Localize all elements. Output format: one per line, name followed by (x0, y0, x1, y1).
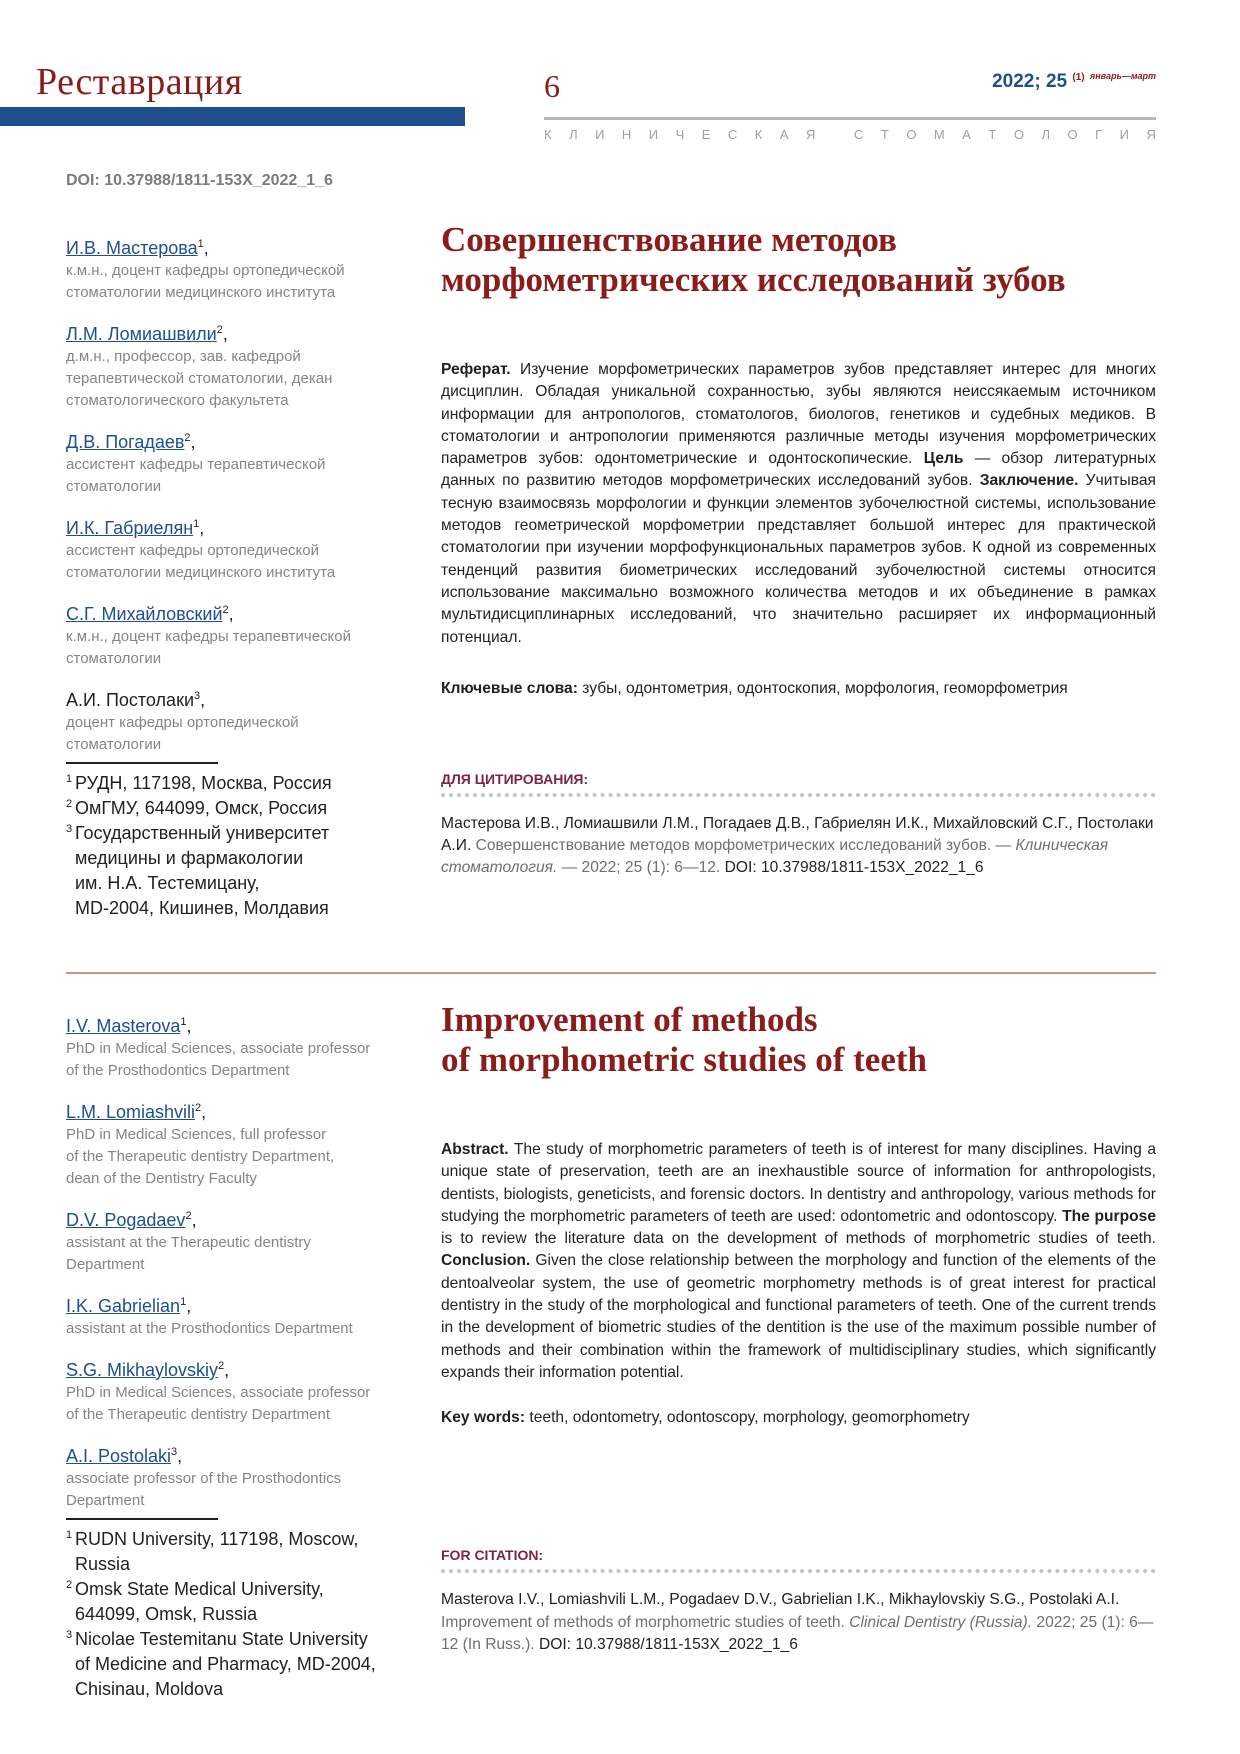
author-affiliation: терапевтической стоматологии, декан (66, 370, 333, 387)
author-affiliation: Department (66, 1256, 145, 1273)
author-affiliation: к.м.н., доцент кафедры ортопедической (66, 262, 345, 279)
affiliation-line: ОмГМУ, 644099, Омск, Россия (75, 798, 328, 818)
issue-year: 2022; 25 (992, 71, 1068, 92)
abstract-label: Реферат. (441, 361, 511, 378)
author-affiliation: dean of the Dentistry Faculty (66, 1170, 257, 1187)
author: А.И. Постолаки$^3$, доцент кафедры ортопедической стоматологии (66, 684, 411, 756)
citation-title: Совершенствование методов морфометрических исследований зубов. — (475, 837, 1016, 855)
citation-authors: Мастерова И.В., Ломиашвили Л.М., Погадаев Д.В., Габриелян И.К., Михайловский С.Г., Постолаки А.И. (441, 814, 1154, 855)
author-sup: 3 (171, 1446, 178, 1458)
affiliation-line: 644099, Omsk, Russia (75, 1604, 258, 1624)
author-affiliation: стоматологии медицинского института (66, 284, 336, 301)
abstract-text: The study of morphometric parameters of teeth is of interest for many disciplines. Having a unique state of preservation, teeth are an inexhaustible source of information for anthropologists, dentists, biologists, geneticists, and forensic doctors. In dentistry and anthropology, various methods for studying the morphometric parameters of teeth are used: odontometric and odontoscopy. (441, 1141, 1156, 1225)
author: I.K. Gabrielian$^1$, assistant at the Prosthodontics Department (66, 1290, 411, 1340)
keywords-label: Ключевые слова: (441, 679, 578, 697)
author-name-link[interactable]: S.G. Mikhaylovskiy (66, 1360, 219, 1380)
journal-letter: О (1013, 127, 1024, 142)
language-divider (66, 972, 1156, 974)
affiliation-item (66, 796, 411, 821)
citation-dots (441, 793, 1156, 797)
aim-label: The purpose (1062, 1207, 1156, 1225)
affiliation-sup: 1 (66, 773, 73, 785)
citation-title: Improvement of methods of morphometric studies of teeth. (441, 1613, 850, 1631)
author-affiliation: стоматологии медицинского института (66, 564, 336, 581)
keywords-en (441, 1407, 1156, 1429)
abstract-label: Abstract. (441, 1141, 509, 1158)
affiliation-list (66, 771, 411, 921)
author: И.К. Габриелян$^1$, ассистент кафедры ортопедической стоматологии медицинского института (66, 512, 411, 584)
author-sup: 1 (193, 518, 200, 530)
citation-tail: 2022; 25 (1): 6—12 (In Russ.). (441, 1613, 1154, 1653)
affiliation-item (66, 821, 411, 921)
page-number: 6 (544, 68, 560, 104)
author-affiliation: к.м.н., доцент кафедры терапевтической (66, 628, 351, 645)
author-affiliation: of the Therapeutic dentistry Department (66, 1406, 331, 1423)
keywords-label: Key words: (441, 1409, 526, 1427)
affiliation-sup: 1 (66, 1529, 73, 1541)
author-affiliation: доцент кафедры ортопедической (66, 714, 299, 731)
author-sup: 3 (194, 690, 201, 702)
aim-label: Цель (923, 450, 964, 468)
affiliation-item (66, 771, 411, 796)
citation-dots (441, 1569, 1156, 1573)
section-title: Реставрация (36, 61, 243, 103)
author-name-link[interactable]: I.V. Masterova (66, 1016, 181, 1036)
journal-gap (833, 127, 837, 142)
issue-number: (1) (1072, 72, 1085, 83)
keywords-text: зубы, одонтометрия, одонтоскопия, морфология, геоморфометрия (577, 679, 1068, 697)
abstract-text: Учитывая тесную взаимосвязь морфологии и функции элементов зубочелюстной системы, использование методов геометрической морфометрии представляет большой интерес для практической стоматологии при изучении морфофункциональных параметров зубов. К одной из современных тенденций развития биометрических исследований зубочелюстной системы относится использование максимально возможного количества методов и их объединение в рамках мультидисциплинарных исследований, что значительно расширяет их информационный потенциал. (441, 472, 1156, 646)
affiliation-line: RUDN University, 117198, Moscow, Russia (75, 1529, 359, 1574)
affiliation-line: РУДН, 117198, Москва, Россия (75, 773, 332, 793)
affiliation-line: MD-2004, Кишинев, Молдавия (75, 898, 329, 918)
en-authors (66, 1010, 411, 1702)
journal-letter: Н (621, 127, 632, 142)
author-name-link[interactable]: L.M. Lomiashvili (66, 1102, 196, 1122)
citation-journal: Клиническая стоматология. (441, 837, 1109, 877)
citation-doi[interactable]: DOI: 10.37988/1811-153X_2022_1_6 (538, 1635, 798, 1653)
author-affiliation: of the Prosthodontics Department (66, 1062, 290, 1079)
author-sup: 2 (216, 324, 223, 336)
title-line: of morphometric studies of teeth (441, 1040, 928, 1079)
journal-letter: И (595, 127, 605, 142)
journal-letter: О (906, 127, 917, 142)
author-affiliation: PhD in Medical Sciences, full professor (66, 1126, 327, 1143)
author-name-link[interactable]: D.V. Pogadaev (66, 1210, 186, 1230)
author-sup: 1 (180, 1296, 187, 1308)
affiliation-line: Nicolae Testemitanu State University (75, 1629, 368, 1649)
author: D.V. Pogadaev$^2$, assistant at the Therapeutic dentistry Department (66, 1204, 411, 1276)
journal-letter: М (933, 127, 945, 142)
author-affiliation: ассистент кафедры терапевтической (66, 456, 326, 473)
citation-label: FOR CITATION: (441, 1547, 544, 1564)
conclusion-label: Заключение. (979, 472, 1079, 490)
journal-letter: К (544, 127, 552, 142)
author-name-link[interactable]: Д.В. Погадаев (66, 432, 185, 452)
citation-authors: Masterova I.V., Lomiashvili L.M., Pogadaev D.V., Gabrielian I.K., Mikhaylovskiy S.G., Postolaki A.I. (441, 1591, 1120, 1609)
ru-article (441, 220, 1156, 880)
author-affiliation: стоматологии (66, 736, 162, 753)
affiliation-item (66, 1577, 411, 1627)
journal-letter: Т (988, 127, 997, 142)
author-sup: 2 (218, 1360, 225, 1372)
author-sup: 2 (222, 604, 229, 616)
abstract-text: — обзор литературных данных по развитию методов морфометрических исследований зубов. (441, 450, 1156, 490)
ru-authors (66, 232, 411, 921)
affiliation-sup: 3 (66, 1629, 73, 1641)
journal-letter: Л (569, 127, 578, 142)
issue-months: январь—март (1089, 71, 1156, 81)
author: Д.В. Погадаев$^2$, ассистент кафедры терапевтической стоматологии (66, 426, 411, 498)
author-affiliation: стоматологического факультета (66, 392, 289, 409)
author-affiliation: PhD in Medical Sciences, associate professor (66, 1384, 371, 1401)
author: A.I. Postolaki$^3$, associate professor of the Prosthodontics Department (66, 1440, 411, 1512)
author-name-link[interactable]: Л.М. Ломиашвили (66, 324, 217, 344)
citation-journal: Clinical Dentistry (Russia). (849, 1613, 1033, 1631)
author: С.Г. Михайловский$^2$, к.м.н., доцент кафедры терапевтической стоматологии (66, 598, 411, 670)
journal-letter: К (754, 127, 763, 142)
abstract-en (441, 1139, 1156, 1384)
affiliation-rule (66, 1518, 218, 1520)
author: L.M. Lomiashvili$^2$, PhD in Medical Sciences, full professor of the Therapeutic dentistry Department, dean of the Dentistry Faculty (66, 1096, 411, 1190)
author-sup: 1 (197, 238, 204, 250)
keywords-ru (441, 678, 1156, 700)
affiliation-line: Omsk State Medical University, (75, 1579, 324, 1599)
author-name: А.И. Постолаки (66, 690, 194, 710)
article-title-ru (441, 220, 1156, 300)
citation-label: ДЛЯ ЦИТИРОВАНИЯ: (441, 770, 589, 787)
affiliation-line: Chisinau, Moldova (75, 1679, 224, 1699)
journal-letter: И (648, 127, 659, 142)
en-article (441, 1000, 1156, 1656)
journal-letter: Е (701, 127, 711, 142)
keywords-text: teeth, odontometry, odontoscopy, morphology, geomorphometry (525, 1409, 970, 1427)
citation-tail: — 2022; 25 (1): 6—12. (557, 859, 725, 877)
author-affiliation: assistant at the Prosthodontics Department (66, 1320, 353, 1337)
journal-letter: Я (1146, 127, 1156, 142)
citation-en (441, 1589, 1156, 1656)
citation-doi[interactable]: DOI: 10.37988/1811-153X_2022_1_6 (724, 859, 984, 877)
journal-letter: А (779, 127, 789, 142)
doi[interactable]: DOI: 10.37988/1811-153X_2022_1_6 (66, 172, 333, 189)
issue-info (992, 71, 1156, 93)
affiliation-line: Государственный университет (75, 823, 330, 843)
journal-letter: Г (1095, 127, 1103, 142)
author-affiliation: д.м.н., профессор, зав. кафедрой (66, 348, 301, 365)
abstract-text: Given the close relationship between the morphology and function of the elements of the dentoalveolar system, the use of geometric morphometry methods is of great interest for practical dentistry in the study of the morphological and functional parameters of teeth. One of the current trends in the development of biometric studies of the dentition is the use of the maximum possible number of methods and their combination within the framework of multidisciplinary studies, which significantly expands their information potential. (441, 1252, 1156, 1381)
author-sup: 1 (180, 1016, 187, 1028)
author-name-link[interactable]: A.I. Postolaki (66, 1446, 172, 1466)
citation-ru (441, 813, 1156, 880)
author-name-link[interactable]: I.K. Gabrielian (66, 1296, 181, 1316)
title-line: морфометрических исследований зубов (441, 260, 1066, 299)
affiliation-line: медицины и фармакологии (75, 848, 304, 868)
journal-letter: Т (880, 127, 889, 142)
journal-letter: С (727, 127, 738, 142)
abstract-text: is to review the literature data on the development of methods of morphometric studies of teeth. (441, 1230, 1156, 1248)
header-rule (544, 117, 1156, 120)
affiliation-sup: 2 (66, 1579, 73, 1591)
journal-name (544, 127, 1156, 142)
author-affiliation: assistant at the Therapeutic dentistry (66, 1234, 311, 1251)
abstract-ru (441, 359, 1156, 649)
author-sup: 2 (185, 1210, 192, 1222)
author-affiliation: of the Therapeutic dentistry Department, (66, 1148, 335, 1165)
affiliation-sup: 2 (66, 798, 73, 810)
author-affiliation: associate professor of the Prosthodontics (66, 1470, 342, 1487)
author-affiliation: PhD in Medical Sciences, associate professor (66, 1040, 371, 1057)
section-bar (0, 107, 465, 126)
author-name-link[interactable]: С.Г. Михайловский (66, 604, 223, 624)
title-line: Совершенствование методов (441, 220, 897, 259)
affiliation-rule (66, 762, 218, 764)
author-affiliation: ассистент кафедры ортопедической (66, 542, 319, 559)
article-title-en (441, 1000, 1156, 1080)
journal-letter: С (854, 127, 864, 142)
author-affiliation: стоматологии (66, 478, 162, 495)
affiliation-item (66, 1627, 411, 1702)
author-name-link[interactable]: И.В. Мастерова (66, 238, 198, 258)
author-sup: 2 (195, 1102, 202, 1114)
conclusion-label: Conclusion. (441, 1252, 531, 1270)
journal-letter: А (962, 127, 971, 142)
affiliation-item (66, 1527, 411, 1577)
journal-letter: О (1067, 127, 1078, 142)
affiliation-line: of Medicine and Pharmacy, MD-2004, (75, 1654, 376, 1674)
author-affiliation: Department (66, 1492, 145, 1509)
author-name-link[interactable]: И.К. Габриелян (66, 518, 194, 538)
affiliation-line: им. Н.А. Тестемицану, (75, 873, 260, 893)
journal-letter: И (1119, 127, 1129, 142)
affiliation-sup: 3 (66, 823, 73, 835)
author-affiliation: стоматологии (66, 650, 162, 667)
author: И.В. Мастерова$^1$, к.м.н., доцент кафедры ортопедической стоматологии медицинского института (66, 232, 411, 304)
affiliation-list (66, 1527, 411, 1702)
author: I.V. Masterova$^1$, PhD in Medical Sciences, associate professor of the Prosthodontics Department (66, 1010, 411, 1082)
journal-letter: Я (806, 127, 816, 142)
author: Л.М. Ломиашвили$^2$, д.м.н., профессор, зав. кафедрой терапевтической стоматологии, декан стоматологического факультета (66, 318, 411, 412)
journal-letter: Л (1041, 127, 1050, 142)
author-sup: 2 (184, 432, 191, 444)
title-line: Improvement of methods (441, 1000, 818, 1039)
journal-letter: Ч (675, 127, 685, 142)
author: S.G. Mikhaylovskiy$^2$, PhD in Medical Sciences, associate professor of the Therapeutic dentistry Department (66, 1354, 411, 1426)
abstract-text: Изучение морфометрических параметров зубов представляет интерес для многих дисциплин. Обладая уникальной сохранностью, зубы являются неиссякаемым источником информации для антропологов, стоматологов, биологов, генетиков и судебных медиков. В стоматологии и антропологии применяются различные методы изучения морфометрических параметров зубов: одонтометрические и одонтоскопические. (441, 361, 1156, 468)
